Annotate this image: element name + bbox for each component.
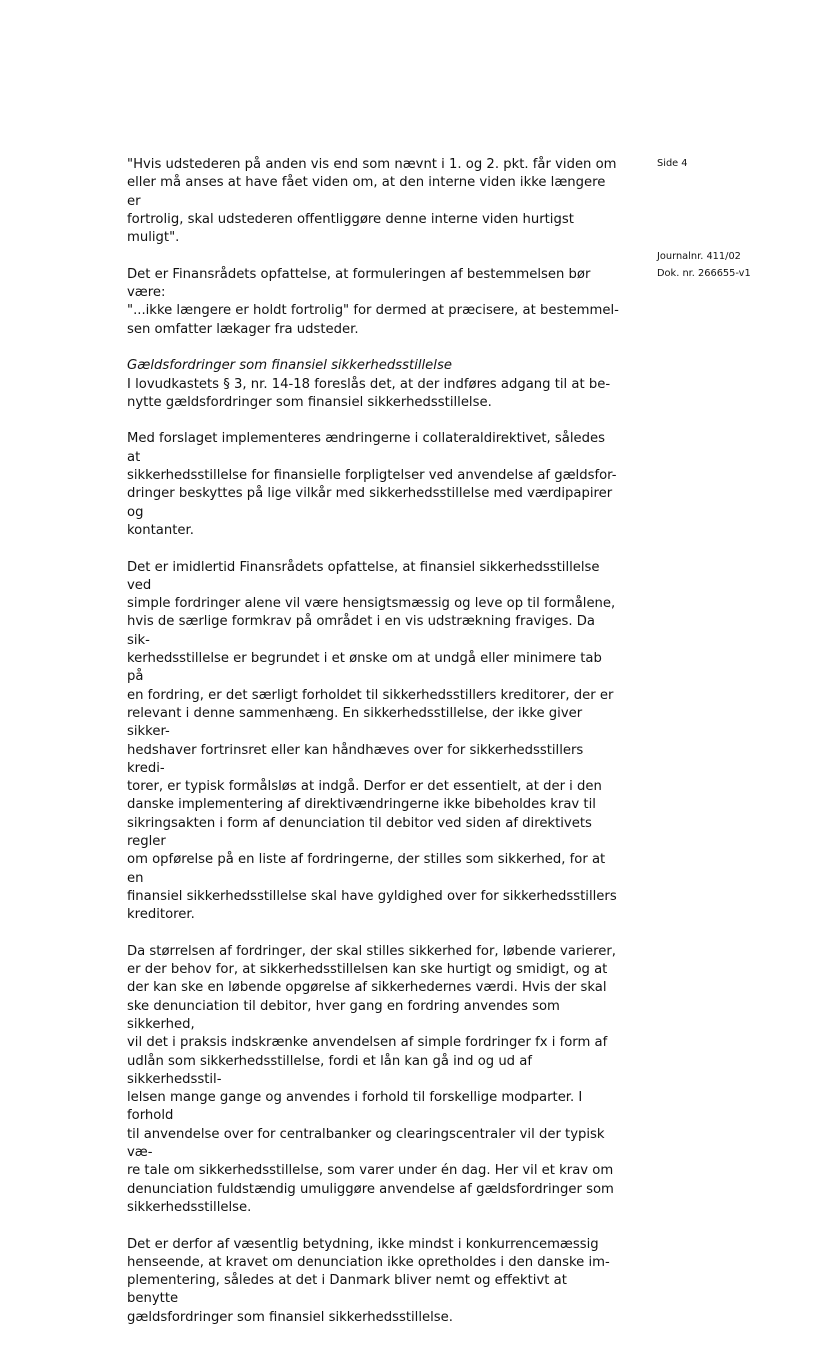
section-debt-claims: [127, 357, 622, 412]
document-reference: [657, 248, 751, 282]
section-intro: I lovudkastets § 3, nr. 14-18 foreslås det, at der indføres adgang til at be- nytte gældsfordringer som finansiel sikkerhedsstillelse.: [127, 376, 611, 410]
paragraph-simple-claims: Det er imidlertid Finansrådets opfattelse, at finansiel sikkerhedsstillelse ved simple fordringer alene vil være hensigtsmæssig og leve op til formålene, hvis de særlige formkrav på området i en vis udstrækning fraviges. Da sik- kerhedsstillelse er begrundet i et ønske om at undgå eller minimere tab på en fordring, er det særligt forholdet til sikkerhedsstillers kreditorer, der er relevant i denne sammenhæng. En sikkerhedsstillelse, der ikke giver sikker- hedshaver fortrinsret eller kan håndhæves over for sikkerhedsstillers kredi- torer, er typisk formålsløs at indgå. Derfor er det essentielt, at der i den danske implementering af direktivændringerne ikke bibeholdes krav til sikringsakten i form af denunciation til debitor ved siden af direktivets regler om opførelse på en liste af fordringerne, der stilles som sikkerhed, for at en finansiel sikkerhedsstillelse skal have gyldighed over for sikkerhedsstillers kreditorer.: [127, 559, 617, 923]
quote-paragraph: "Hvis udstederen på anden vis end som nævnt i 1. og 2. pkt. får viden om eller må anses at have fået viden om, at den interne viden ikke længere er fortrolig, skal udstederen offentliggøre denne interne viden hurtigst muligt".: [127, 157, 617, 246]
paragraph-denunciation: Da størrelsen af fordringer, der skal stilles sikkerhed for, løbende varierer, er der behov for, at sikkerhedsstillelsen kan ske hurtigt og smidigt, og at der kan ske en løbende opgørelse af sikkerhedernes værdi. Hvis der skal ske denunciation til debitor, hver gang en fordring anvendes som sikkerhed, vil det i praksis indskrænke anvendelsen af simple fordringer fx i form af udlån som sikkerhedsstillelse, fordi et lån kan gå ind og ud af sikkerhedsstil- lelsen mange gange og anvendes i forhold til forskellige modparter. I forhold til anvendelse over for centralbanker og clearingscentraler vil der typisk væ- re tale om sikkerhedsstillelse, som varer under én dag. Her vil et krav om denunciation fuldstændig umuliggøre anvendelse af gældsfordringer som sikkerhedsstillelse.: [127, 943, 616, 1215]
opinion-paragraph: Det er Finansrådets opfattelse, at formuleringen af bestemmelsen bør være: "...ikke længere er holdt fortrolig" for dermed at præcisere, at bestemmel- sen omfatter lækager fra udsteder.: [127, 266, 619, 337]
paragraph-conclusion: Det er derfor af væsentlig betydning, ikke mindst i konkurrencemæssig henseende, at kravet om denunciation ikke opretholdes i den danske im- plementering, således at det i Danmark bliver nemt og effektivt at benytte gældsfordringer som finansiel sikkerhedsstillelse.: [127, 1236, 610, 1325]
section-heading: Gældsfordringer som finansiel sikkerhedsstillelse: [127, 358, 452, 374]
letter-body: [127, 156, 622, 1345]
document-number: Dok. nr. 266655-v1: [657, 268, 751, 279]
journal-number: Journalnr. 411/02: [657, 251, 741, 262]
paragraph-collateral-directive: Med forslaget implementeres ændringerne i collateraldirektivet, således at sikkerhedsstillelse for finansielle forpligtelser ved anvendelse af gældsfor- dringer beskyttes på lige vilkår med sikkerhedsstillelse med værdipapirer og kontanter.: [127, 431, 617, 538]
page-number: Side 4: [657, 158, 688, 169]
